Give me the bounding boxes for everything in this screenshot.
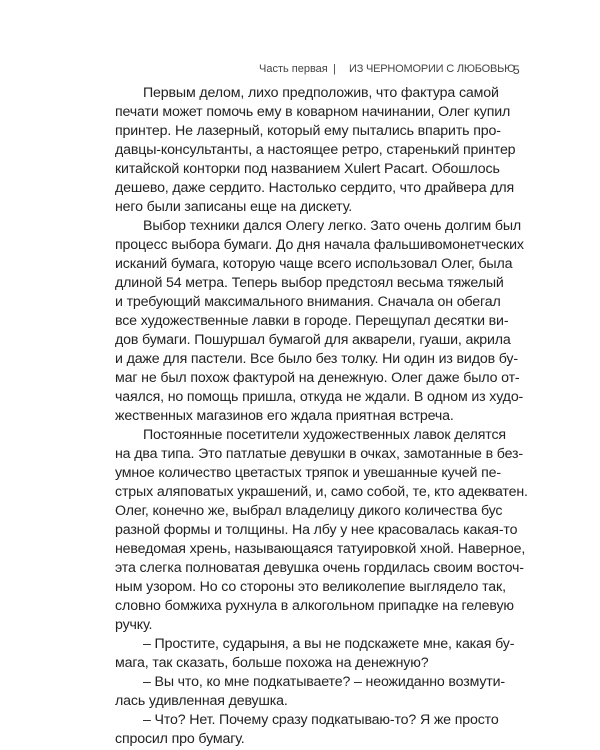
text-line: все художественные лавки в городе. Перещупал десятки ви- bbox=[115, 313, 509, 329]
text-line: чаялся, но помощь пришла, откуда не ждали. В одном из худо- bbox=[115, 389, 524, 405]
text-line: ручку. bbox=[115, 617, 153, 633]
text-line: дешево, даже сердито. Настолько сердито, что драйвера для bbox=[115, 180, 515, 196]
text-line: давцы-консультанты, а настоящее ретро, старенький принтер bbox=[115, 142, 516, 158]
text-line: Выбор техники дался Олегу легко. Зато очень долгим был bbox=[143, 218, 522, 234]
text-line: стрых аляповатых украшений, и, само собой, те, кто адекватен. bbox=[115, 484, 528, 500]
text-line: него были записаны еще на дискету. bbox=[115, 199, 353, 215]
page-number: 5 bbox=[513, 63, 520, 77]
text-line: Постоянные посетители художественных лавок делятся bbox=[143, 427, 506, 443]
text-line: китайской конторки под названием Xulert Pacart. Обошлось bbox=[115, 161, 500, 177]
text-line: ным узором. Но со стороны это великолепие выглядело так, bbox=[115, 579, 506, 595]
body-text bbox=[115, 84, 528, 749]
book-title: ИЗ ЧЕРНОМОРИИ С ЛЮБОВЬЮ bbox=[349, 63, 516, 75]
text-line: мага, так сказать, больше похожа на денежную? bbox=[115, 655, 429, 671]
text-line: эта слегка полноватая девушка очень гордилась своим восточ- bbox=[115, 560, 524, 576]
part-label: Часть первая bbox=[259, 63, 328, 75]
text-line: процесс выбора бумаги. До дня начала фальшивомонетческих bbox=[115, 237, 524, 253]
text-line: словно бомжиха рухнула в алкогольном припадке на гелевую bbox=[115, 598, 514, 614]
text-line: и даже для пастели. Все было без толку. Ни один из видов бу- bbox=[115, 351, 518, 367]
text-line: длиной 54 метра. Теперь выбор предстоял весьма тяжелый bbox=[115, 275, 504, 291]
text-line: – Простите, сударыня, а вы не подскажете мне, какая бу- bbox=[143, 636, 515, 652]
text-line: лась удивленная девушка. bbox=[115, 693, 288, 709]
text-line: разной формы и толщины. На лбу у нее красовалась какая-то bbox=[115, 522, 518, 538]
text-line: – Что? Нет. Почему сразу подкатываю-то? Я же просто bbox=[143, 712, 499, 728]
text-line: и требующий максимального внимания. Сначала он обегал bbox=[115, 294, 501, 310]
text-line: жественных магазинов его ждала приятная встреча. bbox=[115, 408, 454, 424]
header-separator: | bbox=[333, 63, 336, 75]
running-header bbox=[0, 63, 600, 79]
text-line: дов бумаги. Пошуршал бумагой для акварели, гуаши, акрила bbox=[115, 332, 511, 348]
text-line: Первым делом, лихо предположив, что фактура самой bbox=[143, 85, 499, 101]
text-line: маг не был похож фактурой на денежную. Олег даже было от- bbox=[115, 370, 520, 386]
text-line: принтер. Не лазерный, который ему пытались впарить про- bbox=[115, 123, 501, 139]
text-line: на два типа. Это патлатые девушки в очках, замотанные в без- bbox=[115, 446, 523, 462]
text-line: Олег, конечно же, выбрал владелицу дикого количества бус bbox=[115, 503, 503, 519]
text-line: – Вы что, ко мне подкатываете? – неожиданно возмути- bbox=[143, 674, 505, 690]
text-line: умное количество цветастых тряпок и увешанные кучей пе- bbox=[115, 465, 501, 481]
text-line: печати может помочь ему в коварном начинании, Олег купил bbox=[115, 104, 511, 120]
text-line: спросил про бумагу. bbox=[115, 731, 245, 747]
text-line: неведомая хрень, называющаяся татуировкой хной. Наверное, bbox=[115, 541, 526, 557]
text-line: исканий бумага, которую чаще всего использовал Олег, была bbox=[115, 256, 513, 272]
